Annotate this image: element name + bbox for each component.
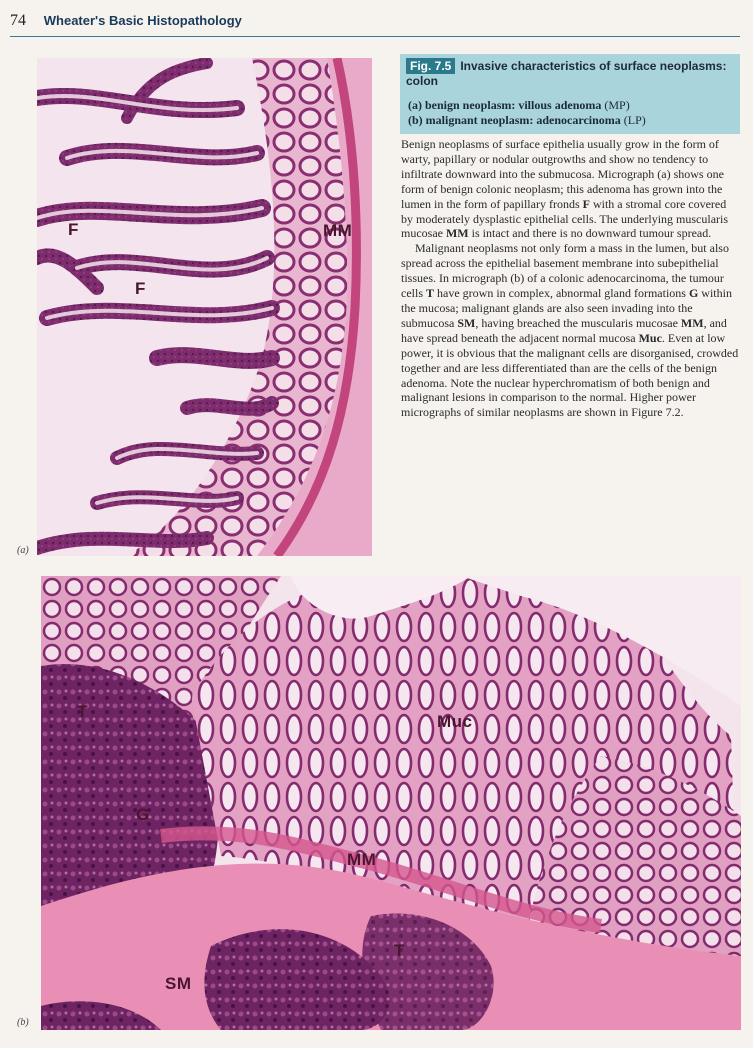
book-title: Wheater's Basic Histopathology bbox=[43, 13, 242, 28]
micrograph-a-image bbox=[37, 58, 372, 556]
p2-term-t: T bbox=[426, 286, 435, 301]
micrograph-b-label-sm: SM bbox=[165, 974, 192, 993]
paragraph-2 bbox=[401, 241, 739, 420]
p2-text-1: Malignant neoplasms not only form a mass in the lumen, but also spread across the epithelial basement membrane into subepithelial tissues. In micrograph (b) of a colonic adenocarcinoma, the tumour cells bbox=[401, 241, 729, 301]
figure-part-b bbox=[408, 113, 738, 128]
micrograph-a-label-f2: F bbox=[135, 279, 146, 298]
p2-text-4: , having breached the muscularis mucosae bbox=[475, 315, 681, 330]
panel-tag-a: (a) bbox=[17, 545, 29, 556]
figure-title: Invasive characteristics of surface neoplasms: colon bbox=[406, 59, 727, 88]
micrograph-b-label-t1: T bbox=[77, 702, 88, 721]
p1-text-3: is intact and there is no downward tumour spread. bbox=[468, 226, 712, 241]
micrograph-b-label-muc: Muc bbox=[437, 712, 473, 731]
p1-text-1: Benign neoplasms of surface epithelia usually grow in the form of warty, papillary or nodular outgrowths and show no tendency to infiltrate downward into the submucosa. Micrograph (a) shows one form of benign colonic neoplasm; this adenoma has grown into the lumen in the form of papillary fronds bbox=[401, 137, 724, 211]
micrograph-a-label-mm: MM bbox=[323, 221, 353, 240]
paragraph-1 bbox=[401, 137, 739, 241]
p1-term-f: F bbox=[582, 196, 590, 211]
micrograph-a-label-f1: F bbox=[68, 220, 79, 239]
p2-text-2: have grown in complex, abnormal gland formations bbox=[434, 286, 689, 301]
p2-text-3: within the mucosa; malignant glands are also seen invading into the submucosa bbox=[401, 286, 732, 330]
figure-part-a-mag: (MP) bbox=[604, 98, 630, 112]
figure-part-a-tag: (a) bbox=[408, 98, 422, 112]
micrograph-a bbox=[37, 58, 372, 556]
figure-parts bbox=[408, 98, 738, 128]
p2-term-sm: SM bbox=[457, 315, 476, 330]
figure-part-b-mag: (LP) bbox=[623, 113, 646, 127]
micrograph-b-label-g: G bbox=[136, 805, 150, 824]
p2-text-6: . Even at low power, it is obvious that the malignant cells are disorganised, crowded together and are less differentiated than are the cells of the benign adenoma. Note the nuclear hyperchromatism of both benign and malignant lesions in comparison to the normal. Higher power micrographs of similar neoplasms are shown in Figure 7.2. bbox=[401, 330, 739, 420]
running-head bbox=[10, 12, 740, 30]
panel-tag-b: (b) bbox=[17, 1017, 29, 1028]
figure-part-b-tag: (b) bbox=[408, 113, 423, 127]
p1-term-mm: MM bbox=[445, 226, 469, 241]
figure-part-a bbox=[408, 98, 738, 113]
p2-term-muc: Muc bbox=[638, 330, 662, 345]
figure-part-a-name: benign neoplasm: villous adenoma bbox=[425, 98, 602, 112]
figure-part-b-name: malignant neoplasm: adenocarcinoma bbox=[425, 113, 621, 127]
figure-caption-box bbox=[400, 54, 740, 134]
page-number: 74 bbox=[10, 12, 26, 29]
micrograph-b-label-t2: T bbox=[394, 941, 405, 960]
header-rule bbox=[10, 36, 740, 37]
micrograph-b-image bbox=[41, 576, 741, 1030]
figure-heading bbox=[406, 58, 736, 88]
p2-text-5: , and have spread beneath the adjacent normal mucosa bbox=[401, 315, 727, 345]
body-text bbox=[401, 137, 739, 420]
p2-term-mm: MM bbox=[680, 315, 704, 330]
micrograph-b-label-mm: MM bbox=[347, 850, 377, 869]
figure-number: Fig. 7.5 bbox=[406, 58, 455, 74]
p1-text-2: with a stromal core covered by moderately dysplastic epithelial cells. The underlying muscularis mucosae bbox=[401, 196, 729, 241]
p2-term-g: G bbox=[688, 286, 699, 301]
micrograph-b bbox=[41, 576, 741, 1030]
